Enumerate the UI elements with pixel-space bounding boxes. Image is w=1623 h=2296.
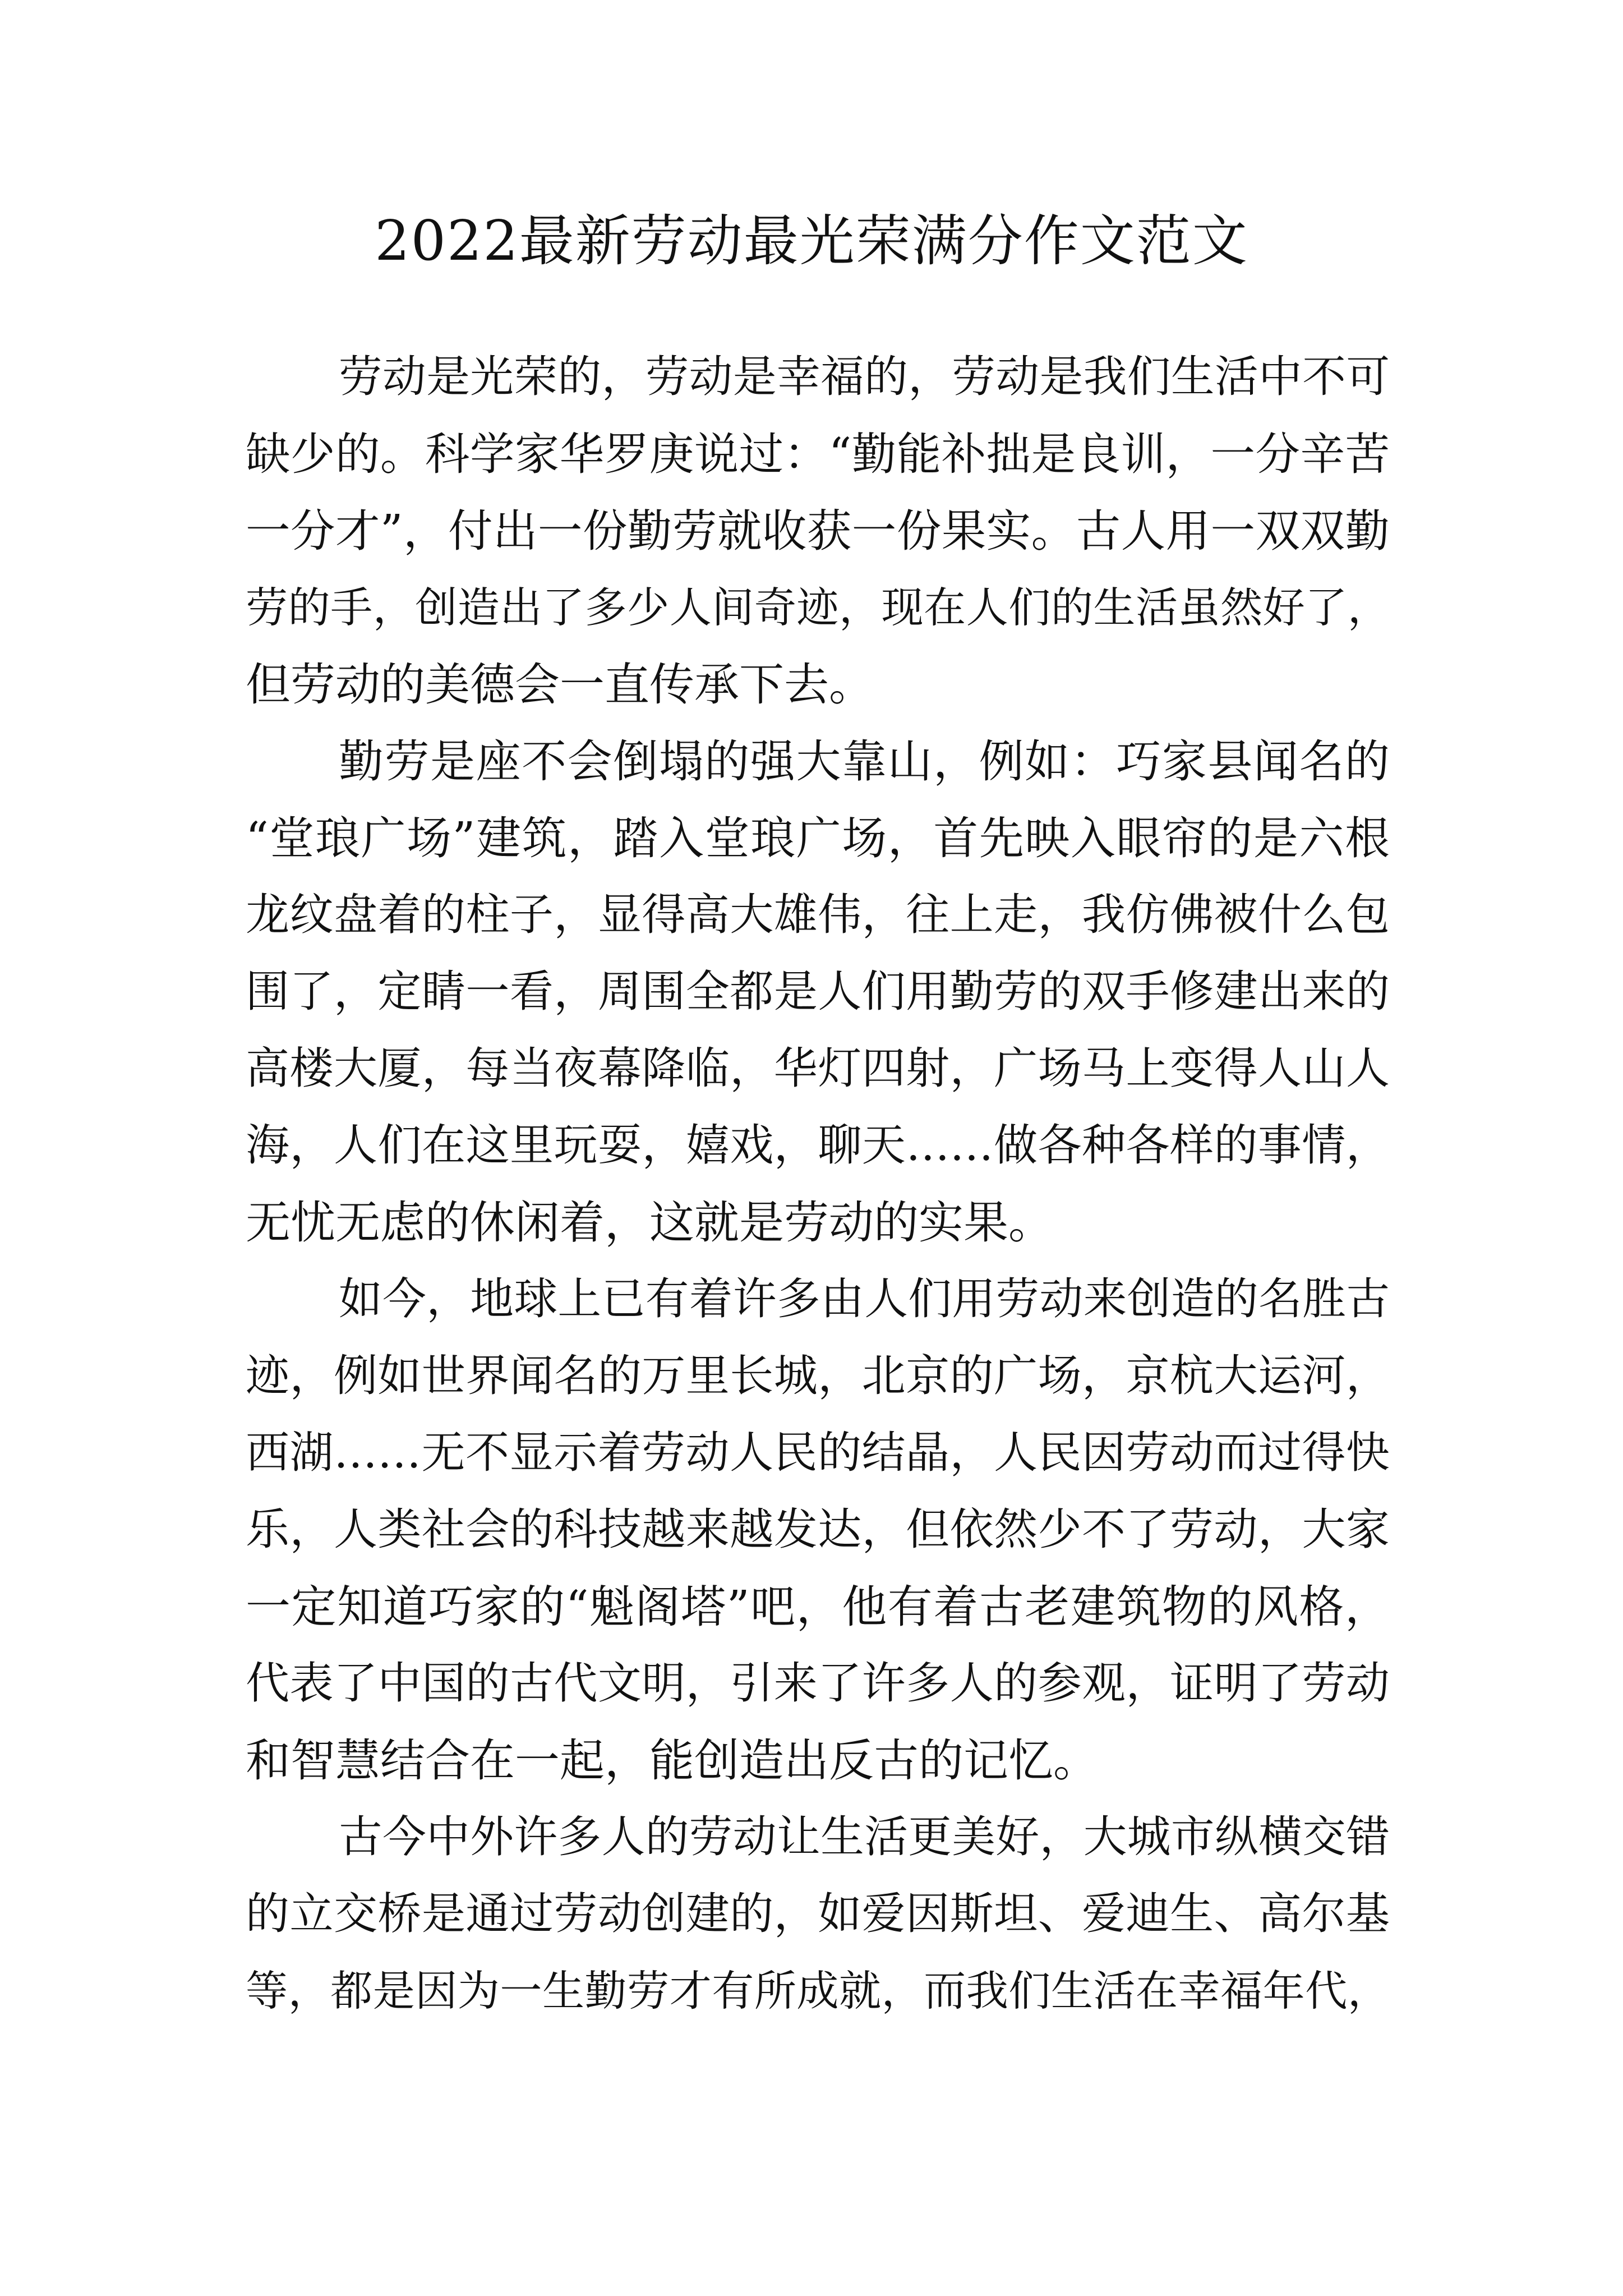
text-line: 等，都是因为一生勤劳才有所成就，而我们生活在幸福年代，: [246, 1966, 1390, 2016]
paragraph-4: [246, 1799, 1390, 2030]
text-line: 海，人们在这里玩耍，嬉戏，聊天……做各种各样的事情，: [246, 1120, 1390, 1171]
text-line: 古今中外许多人的劳动让生活更美好，大城市纵横交错: [339, 1812, 1390, 1862]
text-line: 一分才”，付出一份勤劳就收获一份果实。古人用一双双勤: [246, 505, 1390, 557]
text-line: 围了，定睛一看，周围全都是人们用勤劳的双手修建出来的: [246, 967, 1390, 1017]
text-line: 劳的手，创造出了多少人间奇迹，现在人们的生活虽然好了，: [246, 583, 1390, 632]
text-line: 勤劳是座不会倒塌的强大靠山，例如：巧家县闻名的: [339, 735, 1390, 788]
paragraph-2: [246, 723, 1390, 1261]
text-line: 迹，例如世界闻名的万里长城，北京的广场，京杭大运河，: [246, 1351, 1390, 1401]
text-line: 和智慧结合在一起，能创造出反古的记忆。: [246, 1734, 1098, 1787]
paragraph-1: [246, 339, 1390, 723]
text-line: 代表了中国的古代文明，引来了许多人的参观，证明了劳动: [246, 1658, 1390, 1709]
text-line: 一定知道巧家的“魁阁塔”吧，他有着古老建筑物的风格，: [246, 1581, 1390, 1633]
text-line: 龙纹盘着的柱子，显得高大雄伟，往上走，我仿佛被什么包: [246, 890, 1390, 940]
text-line: 劳动是光荣的，劳动是幸福的，劳动是我们生活中不可: [339, 352, 1390, 402]
text-line: 的立交桥是通过劳动创建的，如爱因斯坦、爱迪生、高尔基: [246, 1889, 1390, 1939]
document-body: [246, 339, 1390, 2030]
text-line: 如今，地球上已有着许多由人们用劳动来创造的名胜古: [339, 1274, 1390, 1324]
text-line: 高楼大厦，每当夜幕降临，华灯四射，广场马上变得人山人: [246, 1043, 1390, 1094]
paragraph-3: [246, 1261, 1390, 1799]
text-line: 缺少的。科学家华罗庚说过：“勤能补拙是良训，一分辛苦: [246, 428, 1390, 480]
text-line: 但劳动的美德会一直传承下去。: [246, 659, 874, 711]
text-line: “堂琅广场”建筑，踏入堂琅广场，首先映入眼帘的是六根: [246, 812, 1390, 864]
text-line: 西湖……无不显示着劳动人民的结晶，人民因劳动而过得快: [246, 1428, 1390, 1478]
text-line: 无忧无虑的休闲着，这就是劳动的实果。: [246, 1197, 1053, 1249]
text-line: 乐，人类社会的科技越来越发达，但依然少不了劳动，大家: [246, 1504, 1390, 1555]
document-title: 2022最新劳动最光荣满分作文范文: [375, 209, 1248, 273]
